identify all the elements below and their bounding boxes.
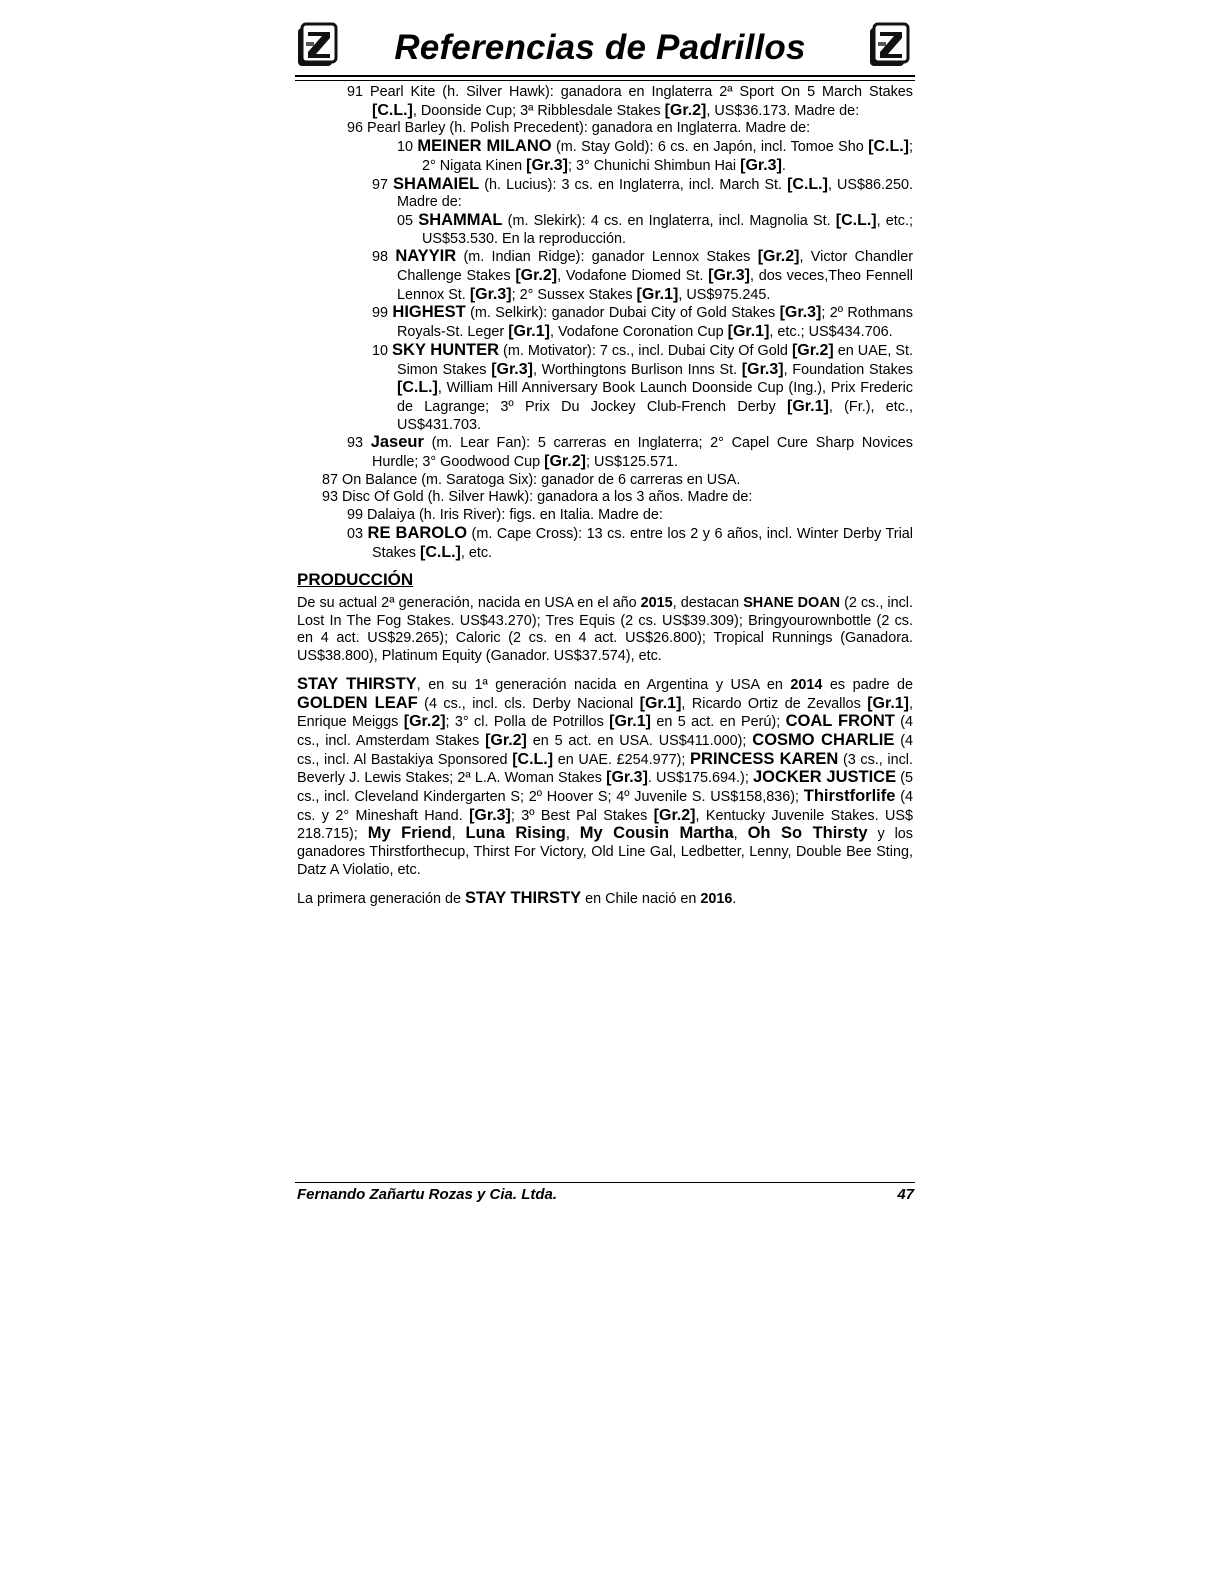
- pedigree-entry: [297, 525, 913, 562]
- produccion-paragraph: [297, 890, 913, 909]
- text-segment: , Kentucky Juvenile Stakes. US$ 218.715);: [297, 807, 913, 843]
- grade-label: [Gr.2]: [653, 806, 696, 824]
- horse-name: Jaseur: [370, 433, 424, 452]
- horse-name: STAY THIRSTY: [297, 674, 417, 693]
- text-segment: , etc.; US$434.706.: [769, 324, 893, 341]
- text-segment: , (Fr.), etc., US$431.703.: [397, 398, 913, 433]
- horse-name: SKY HUNTER: [392, 340, 500, 359]
- grade-label: [Gr.2]: [664, 101, 707, 119]
- text-segment: es padre de: [822, 676, 913, 693]
- text-segment: Disc Of Gold (h. Silver Hawk): ganadora a los 3 años. Madre de:: [342, 489, 753, 506]
- grade-label: [C.L.]: [372, 101, 413, 119]
- produccion-heading: PRODUCCIÓN: [297, 570, 414, 590]
- text-segment: (5 cs., incl. Cleveland Kindergarten S; 2º Hoover S; 4º Juvenile S. US$158,836);: [297, 770, 914, 806]
- grade-label: [C.L.]: [397, 379, 438, 397]
- text-segment: (m. Selkirk): ganador Dubai City of Gold Stakes: [465, 305, 780, 322]
- entry-year: 87: [322, 471, 339, 488]
- text-segment: , en su 1ª generación nacida en Argentina y USA en: [416, 676, 791, 693]
- horse-name: My Cousin Martha: [579, 824, 734, 843]
- text-segment: , Foundation Stakes: [783, 361, 913, 378]
- grade-label: [Gr.1]: [609, 713, 651, 731]
- bold-text: 2015: [640, 594, 673, 611]
- text-segment: , Worthingtons Burlison Inns St.: [532, 361, 742, 378]
- text-segment: . US$175.694.);: [647, 770, 753, 787]
- grade-label: [C.L.]: [787, 175, 828, 193]
- pedigree-entry: [297, 489, 913, 507]
- text-segment: ; 3º Best Pal Stakes: [510, 807, 654, 824]
- entry-year: 03: [347, 525, 364, 542]
- horse-name: JOCKER JUSTICE: [752, 768, 897, 787]
- text-segment: Dalaiya (h. Iris River): figs. en Italia. Madre de:: [367, 507, 663, 524]
- text-segment: (m. Cape Cross): 13 cs. entre los 2 y 6 años, incl. Winter Derby Trial Stakes: [372, 525, 914, 561]
- produccion-paragraph: [297, 595, 913, 666]
- text-segment: ; 3° cl. Polla de Potrillos: [445, 714, 610, 731]
- text-segment: ; 2º Rothmans Royals-St. Leger: [397, 305, 913, 341]
- grade-label: [Gr.1]: [508, 323, 550, 341]
- pedigree-entry: [297, 176, 913, 212]
- footer-rule: [295, 1182, 915, 1183]
- horse-name: HIGHEST: [392, 303, 466, 322]
- grade-label: [Gr.1]: [787, 397, 829, 415]
- horse-name: Thirstforlife: [803, 787, 896, 806]
- pedigree-list: [297, 84, 913, 562]
- page-title: Referencias de Padrillos: [394, 28, 806, 67]
- page-content: [297, 84, 913, 918]
- grade-label: [Gr.2]: [544, 453, 586, 471]
- horse-name: Luna Rising: [465, 824, 566, 843]
- text-segment: On Balance (m. Saratoga Six): ganador de 6 carreras en USA.: [342, 471, 741, 488]
- footer-company: Fernando Zañartu Rozas y Cia. Ltda.: [297, 1186, 558, 1203]
- text-segment: , Vodafone Coronation Cup: [549, 324, 728, 341]
- text-segment: ; US$125.571.: [585, 454, 678, 471]
- text-segment: en 5 act. en Perú);: [650, 714, 786, 731]
- horse-name: SHAMAIEL: [393, 174, 480, 193]
- text-segment: De su actual 2ª generación, nacida en USA en el año: [297, 594, 641, 611]
- text-segment: y los ganadores Thirstforthecup, Thirst For Victory, Old Line Gal, Ledbetter, Lenny, Double Bee Sting, Datz A Violatio, etc.: [297, 826, 913, 878]
- entry-year: 93: [347, 435, 364, 452]
- grade-label: [Gr.3]: [491, 360, 533, 378]
- grade-label: [Gr.3]: [606, 769, 648, 787]
- grade-label: [Gr.2]: [485, 731, 527, 749]
- entry-year: 98: [372, 249, 389, 266]
- grade-label: [Gr.2]: [757, 248, 800, 266]
- text-segment: , etc.: [460, 544, 493, 561]
- text-segment: , Vodafone Diomed St.: [557, 268, 709, 285]
- horse-name: PRINCESS KAREN: [690, 749, 839, 768]
- grade-label: [Gr.2]: [403, 713, 446, 731]
- grade-label: [C.L.]: [835, 211, 877, 229]
- text-segment: Pearl Kite (h. Silver Hawk): ganadora en Inglaterra 2ª Sport On 5 March Stakes: [369, 84, 913, 100]
- horse-name: GOLDEN LEAF: [297, 693, 418, 712]
- text-segment: (h. Lucius): 3 cs. en Inglaterra, incl. March St.: [479, 176, 788, 193]
- entry-year: 99: [347, 507, 364, 524]
- grade-label: [Gr.2]: [791, 341, 834, 359]
- horse-name: RE BAROLO: [367, 523, 468, 542]
- grade-label: [Gr.3]: [740, 156, 782, 174]
- pedigree-entry: [297, 304, 913, 341]
- fzr-shield-logo-icon: [294, 22, 340, 70]
- horse-name: COAL FRONT: [785, 712, 895, 731]
- entry-year: 96: [347, 120, 364, 137]
- text-segment: en Chile nació en: [581, 890, 701, 907]
- entry-year: 10: [372, 342, 389, 359]
- text-segment: , Victor Chandler Challenge Stakes: [397, 249, 914, 285]
- grade-label: [C.L.]: [420, 543, 461, 561]
- header-rule-thin: [295, 80, 915, 81]
- grade-label: [Gr.3]: [526, 156, 568, 174]
- pedigree-entry: [297, 138, 913, 175]
- horse-name: SHAMMAL: [418, 210, 503, 229]
- grade-label: [Gr.1]: [867, 694, 910, 712]
- text-segment: en UAE. £254.977);: [553, 751, 691, 768]
- text-segment: , Enrique Meiggs: [297, 695, 914, 731]
- pedigree-entry: [297, 507, 913, 525]
- text-segment: , US$86.250. Madre de:: [397, 176, 913, 211]
- text-segment: (2 cs., incl. Lost In The Fog Stakes. US$43.270); Tres Equis (2 cs. US$39.309); Bringyourownbottle (2 cs. en 4 act. US$29.265); Caloric (2 cs. en 4 act. US$26.800); Tropical Runnings (Ganadora. US$38.800), Platinum Equity (Ganador. US$37.574), etc.: [297, 594, 913, 665]
- entry-year: 97: [372, 176, 389, 193]
- text-segment: , destacan: [672, 594, 744, 611]
- horse-name: Oh So Thirsty: [747, 824, 868, 843]
- grade-label: [Gr.3]: [469, 285, 512, 303]
- entry-year: 05: [397, 212, 414, 229]
- grade-label: [Gr.1]: [727, 323, 770, 341]
- text-segment: , US$36.173. Madre de:: [706, 102, 860, 119]
- text-segment: , Doonside Cup; 3ª Ribblesdale Stakes: [412, 102, 665, 119]
- entry-year: 91: [347, 84, 364, 100]
- text-segment: .: [781, 157, 786, 174]
- horse-name: STAY THIRSTY: [465, 888, 582, 907]
- text-segment: , dos veces,Theo Fennell Lennox St.: [397, 268, 913, 303]
- horse-name: My Friend: [367, 824, 452, 843]
- grade-label: [Gr.1]: [639, 694, 682, 712]
- text-segment: ,: [733, 826, 748, 843]
- text-segment: (4 cs., incl. Amsterdam Stakes: [297, 714, 913, 749]
- text-segment: , William Hill Anniversary Book Launch Doonside Cup (Ing.), Prix Frederic de Lagrange; 3º Prix Du Jockey Club-French Derby: [397, 380, 913, 415]
- pedigree-entry: [297, 212, 913, 248]
- text-segment: en 5 act. en USA. US$411.000);: [526, 732, 753, 749]
- header-rule: [295, 75, 915, 77]
- text-segment: La primera generación de: [297, 890, 465, 907]
- text-segment: Pearl Barley (h. Polish Precedent): ganadora en Inglaterra. Madre de:: [367, 120, 811, 137]
- text-segment: ,: [451, 826, 466, 843]
- horse-name: MEINER MILANO: [417, 137, 552, 156]
- text-segment: ; 2° Sussex Stakes: [511, 286, 637, 303]
- produccion-paragraph: [297, 676, 913, 880]
- grade-label: [C.L.]: [512, 750, 554, 768]
- pedigree-entry: [297, 248, 913, 304]
- produccion-text: [297, 595, 913, 908]
- pedigree-entry: [297, 472, 913, 490]
- text-segment: (m. Lear Fan): 5 carreras en Inglaterra; 2° Capel Cure Sharp Novices Hurdle; 3° Goodwood Cup: [372, 435, 914, 471]
- text-segment: (4 cs. y 2° Mineshaft Hand.: [297, 789, 913, 824]
- grade-label: [Gr.3]: [779, 304, 822, 322]
- text-segment: , Ricardo Ortiz de Zevallos: [681, 695, 868, 712]
- bold-text: 2014: [790, 676, 823, 693]
- text-segment: (m. Indian Ridge): ganador Lennox Stakes: [456, 249, 758, 266]
- fzr-shield-logo-icon: [866, 22, 912, 70]
- entry-year: 10: [397, 139, 414, 156]
- grade-label: [Gr.3]: [741, 360, 784, 378]
- horse-name: COSMO CHARLIE: [752, 730, 895, 749]
- pedigree-entry: [297, 84, 913, 120]
- text-segment: (4 cs., incl. Al Bastakiya Sponsored: [297, 732, 914, 768]
- text-segment: .: [732, 890, 737, 907]
- text-segment: (3 cs., incl. Beverly J. Lewis Stakes; 2ª L.A. Woman Stakes: [297, 751, 913, 787]
- text-segment: (4 cs., incl. cls. Derby Nacional: [417, 695, 640, 712]
- text-segment: (m. Stay Gold): 6 cs. en Japón, incl. Tomoe Sho: [551, 139, 869, 156]
- grade-label: [Gr.3]: [708, 267, 750, 285]
- pedigree-entry: [297, 120, 913, 138]
- pedigree-entry: [297, 342, 913, 435]
- page-number: 47: [897, 1186, 914, 1203]
- text-segment: ; 3° Chunichi Shimbun Hai: [567, 157, 741, 174]
- text-segment: ,: [565, 826, 580, 843]
- text-segment: , etc.; US$53.530. En la reproducción.: [422, 212, 913, 247]
- text-segment: (m. Motivator): 7 cs., incl. Dubai City Of Gold: [499, 342, 792, 359]
- grade-label: [Gr.1]: [636, 285, 679, 303]
- text-segment: (m. Slekirk): 4 cs. en Inglaterra, incl. Magnolia St.: [502, 212, 836, 229]
- bold-text: SHANE DOAN: [743, 594, 841, 611]
- grade-label: [Gr.2]: [515, 267, 558, 285]
- text-segment: ; 2° Nigata Kinen: [422, 139, 913, 174]
- grade-label: [C.L.]: [868, 138, 909, 156]
- entry-year: 93: [322, 489, 339, 506]
- entry-year: 99: [372, 305, 389, 322]
- grade-label: [Gr.3]: [469, 806, 511, 824]
- text-segment: en UAE, St. Simon Stakes: [397, 342, 914, 378]
- bold-text: 2016: [700, 890, 733, 907]
- text-segment: , US$975.245.: [678, 286, 771, 303]
- pedigree-entry: [297, 434, 913, 471]
- horse-name: NAYYIR: [395, 247, 457, 266]
